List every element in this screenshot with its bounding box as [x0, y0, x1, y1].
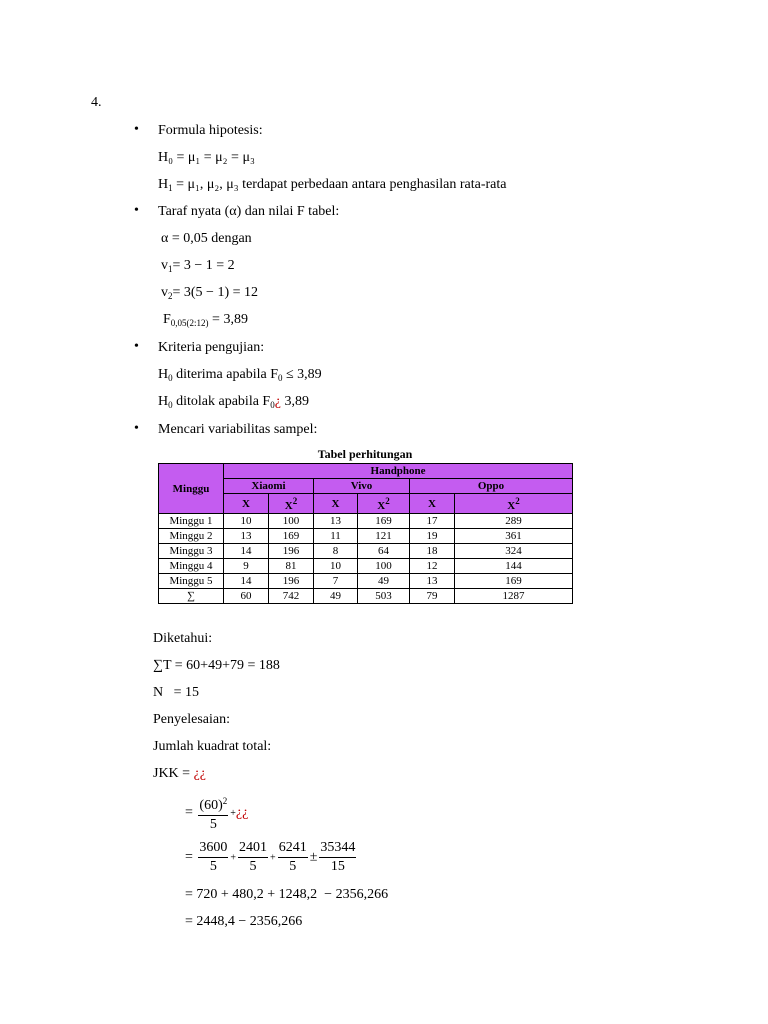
jkt-label: Jumlah kuadrat total:: [153, 739, 272, 754]
item-number: 4.: [91, 95, 102, 110]
table-title: Tabel perhitungan: [317, 447, 413, 461]
table-cell: Minggu 4: [159, 559, 224, 574]
jkk-step1: = $\frac{(60)^2}{5}$ +¿¿: [185, 792, 248, 834]
table-cell: 19: [410, 529, 455, 544]
header-x: X: [314, 494, 358, 514]
table-cell: 13: [224, 529, 269, 544]
table-row: [159, 514, 573, 529]
table-cell: 14: [224, 574, 269, 589]
table-cell: Minggu 1: [159, 514, 224, 529]
table-cell: 169: [269, 529, 314, 544]
table-cell: 742: [269, 589, 314, 604]
table-cell: 121: [358, 529, 410, 544]
jkk-step3: = 720 + 480,2 + 1248,2 − 2356,266: [185, 887, 389, 902]
kriteria-diterima: $H_0$ diterima apabila $F_0 \le 3,89$: [158, 367, 322, 383]
table-cell: 49: [358, 574, 410, 589]
header-x2: $X^2$: [269, 494, 314, 514]
table-cell: Minggu 3: [159, 544, 224, 559]
fraction: $\frac{6241}{5}$: [278, 840, 307, 874]
n-line: N = 15: [153, 685, 200, 700]
fraction: $\frac{35344}{15}$: [320, 840, 356, 874]
table-cell: 144: [455, 559, 573, 574]
table-cell: 100: [358, 559, 410, 574]
jkk-line: JKK = ¿¿: [153, 766, 207, 781]
header-brand-vivo: Vivo: [314, 479, 410, 494]
table-cell: 196: [269, 544, 314, 559]
table-cell: 196: [269, 574, 314, 589]
table-cell: 169: [358, 514, 410, 529]
header-minggu: Minggu: [159, 464, 224, 514]
table-cell: 81: [269, 559, 314, 574]
hypothesis-h1: $H_1 = \mu_1$, μ₂, μ₃ terdapat perbedaan antara penghasilan rata-rata: [158, 177, 507, 193]
table-cell: 289: [455, 514, 573, 529]
bullet-variabilitas: Mencari variabilitas sampel:: [158, 422, 318, 437]
table-row: [159, 559, 573, 574]
table-cell: 10: [314, 559, 358, 574]
bullet-icon: •: [134, 122, 139, 137]
header-x2: $X^2$: [358, 494, 410, 514]
table-cell: 60: [224, 589, 269, 604]
v2-line: $v_2= 3(5 - 1) = 12$: [161, 285, 259, 301]
bullet-icon: •: [134, 339, 139, 354]
penyelesaian-label: Penyelesaian:: [153, 712, 230, 727]
table-cell: 10: [224, 514, 269, 529]
table-cell: 14: [224, 544, 269, 559]
calculation-table: [158, 463, 573, 604]
table-row-sum: [159, 589, 573, 604]
table-row: [159, 574, 573, 589]
table-cell: 503: [358, 589, 410, 604]
sum-t-line: ∑T = 60+49+79 = 188: [153, 658, 280, 673]
table-cell: Minggu 2: [159, 529, 224, 544]
alpha-line: α = 0,05 dengan: [161, 231, 252, 246]
jkk-step2: = $\frac{3600}{5}$ + $\frac{2401}{5}$ + $\frac{6241}{5}$ ± $\frac{35344}{15}$: [185, 840, 356, 874]
table-cell: 13: [314, 514, 358, 529]
table-row: [159, 544, 573, 559]
header-x: X: [410, 494, 455, 514]
table-cell: 17: [410, 514, 455, 529]
table-cell: 7: [314, 574, 358, 589]
header-brand-xiaomi: Xiaomi: [224, 479, 314, 494]
table-cell: 64: [358, 544, 410, 559]
v1-line: $v_1= 3 - 1 = 2$: [161, 258, 235, 274]
hypothesis-h0: H₀ = μ₁ = μ₂ = μ₃: [158, 150, 255, 165]
header-handphone: Handphone: [224, 464, 573, 479]
bullet-taraf-nyata: Taraf nyata (α) dan nilai F tabel:: [158, 204, 340, 219]
header-x2: $X^2$: [455, 494, 573, 514]
jkk-step4: = 2448,4 − 2356,266: [185, 914, 303, 929]
table-cell: 12: [410, 559, 455, 574]
table-cell: 13: [410, 574, 455, 589]
fraction: $\frac{3600}{5}$: [199, 840, 228, 874]
table-cell: 361: [455, 529, 573, 544]
table-cell: 18: [410, 544, 455, 559]
table-cell: 8: [314, 544, 358, 559]
table-cell: 100: [269, 514, 314, 529]
header-brand-oppo: Oppo: [410, 479, 573, 494]
fraction: $\frac{(60)^2}{5}$: [198, 792, 228, 834]
f-table-line: $F_{0,05(2:12)} = 3,89$: [163, 312, 248, 328]
table-cell: 11: [314, 529, 358, 544]
header-x: X: [224, 494, 269, 514]
table-cell: ∑: [159, 589, 224, 604]
table-cell: 79: [410, 589, 455, 604]
table-cell: Minggu 5: [159, 574, 224, 589]
bullet-formula-hipotesis: Formula hipotesis:: [158, 123, 263, 138]
bullet-icon: •: [134, 421, 139, 436]
table-cell: 169: [455, 574, 573, 589]
diketahui-label: Diketahui:: [153, 631, 213, 646]
table-cell: 9: [224, 559, 269, 574]
table-cell: 324: [455, 544, 573, 559]
kriteria-ditolak: $H_0$ ditolak apabila $F_0¿$ 3,89: [158, 394, 309, 410]
table-cell: 49: [314, 589, 358, 604]
table-row: [159, 529, 573, 544]
table-cell: 1287: [455, 589, 573, 604]
fraction: $\frac{2401}{5}$: [239, 840, 268, 874]
bullet-icon: •: [134, 203, 139, 218]
bullet-kriteria: Kriteria pengujian:: [158, 340, 265, 355]
